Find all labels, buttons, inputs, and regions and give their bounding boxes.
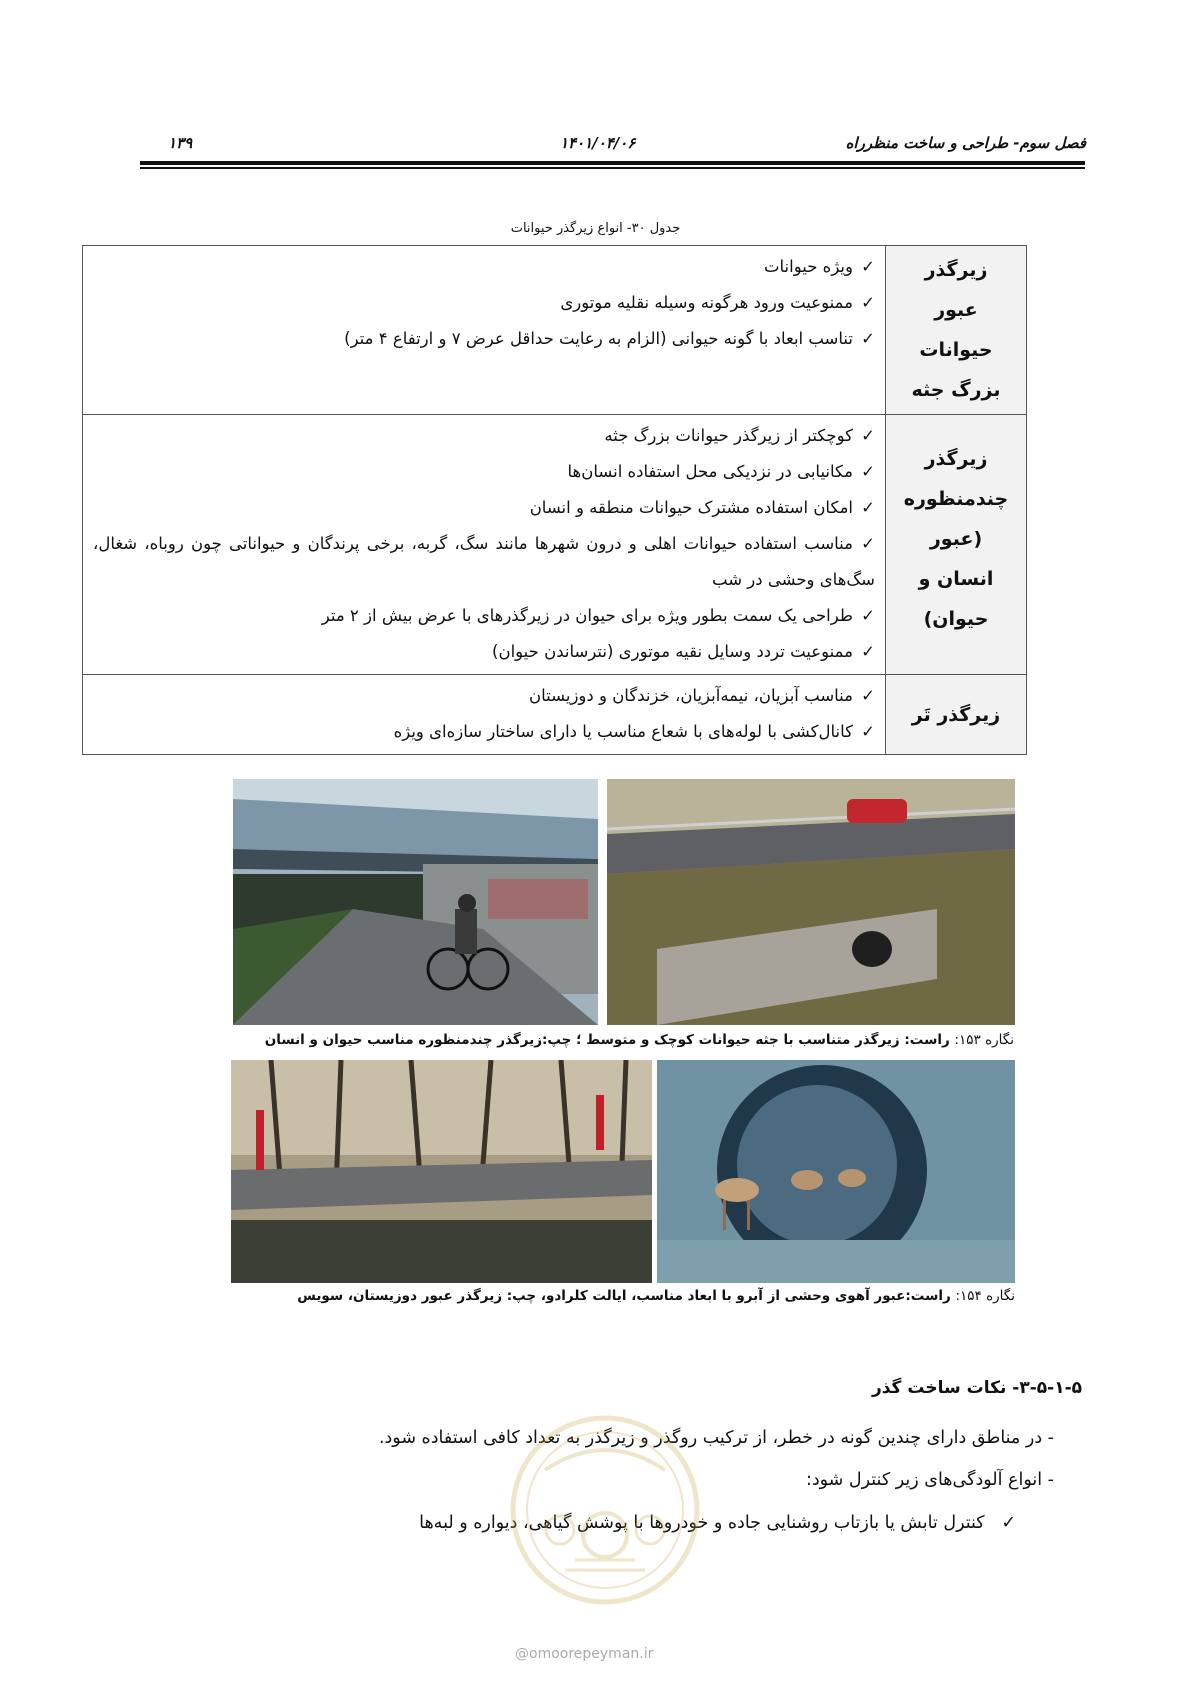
category-large-animals: زیرگذر عبور حیوانات بزرگ جثه (886, 246, 1027, 415)
check-icon: ✓ (861, 329, 875, 348)
check-icon: ✓ (861, 686, 875, 705)
photo-cyclists-underpass (233, 779, 598, 1025)
header-rule (140, 161, 1085, 165)
watermark-seal (505, 1410, 705, 1610)
list-item: ✓ممنوعیت تردد وسایل نقیه موتوری (نترساندن حیوان) (93, 634, 875, 670)
figure-153-caption: نگاره ۱۵۳: راست: زیرگذر متناسب با جثه حیوانات کوچک و متوسط ؛ چپ:زیرگذر چندمنظوره مناسب حیوان و انسان (264, 1032, 1014, 1048)
check-icon: ✓ (861, 606, 875, 625)
list-item: ✓کوچکتر از زیرگذر حیوانات بزرگ جثه (93, 418, 875, 454)
section-title: ۳-۵-۱-۵- نکات ساخت گذر (871, 1378, 1082, 1398)
check-icon: ✓ (861, 462, 875, 481)
check-icon: ✓ (861, 722, 875, 741)
items-wet (83, 675, 886, 755)
page-number: ۱۳۹ (168, 134, 193, 152)
header-rule-thin (140, 167, 1085, 169)
check-icon: ✓ (861, 293, 875, 312)
watermark-url: @omoorepeyman.ir (515, 1646, 654, 1662)
check-icon: ✓ (861, 642, 875, 661)
photo-small-animal-culvert (607, 779, 1015, 1025)
list-item: ✓طراحی یک سمت بطور ویژه برای حیوان در زیرگذرهای با عرض بیش از ۲ متر (93, 598, 875, 634)
table-row (83, 675, 1027, 755)
underpass-types-table (82, 245, 1027, 755)
list-item: ✓مناسب آبزیان، نیمه‌آبزیان، خزندگان و دوزیستان (93, 678, 875, 714)
category-wet: زیرگذر تَر (886, 675, 1027, 755)
table-row (83, 246, 1027, 415)
table-row (83, 415, 1027, 675)
check-icon: ✓ (861, 257, 875, 276)
photo-amphibian-crossing (231, 1060, 652, 1283)
paragraph-line: - در مناطق دارای چندین گونه در خطر، از ترکیب روگذر و زیرگذر به تعداد کافی استفاده شود. (378, 1428, 1054, 1448)
category-multipurpose: زیرگذر چندمنظوره (عبور انسان و حیوان) (886, 415, 1027, 675)
check-icon: ✓ (861, 534, 875, 553)
page-date: ۱۴۰۱/۰۴/۰۶ (560, 134, 636, 152)
table-caption: جدول ۳۰- انواع زیرگذر حیوانات (510, 221, 681, 236)
figure-154-caption: نگاره ۱۵۴: راست:عبور آهوی وحشی از آبرو با ابعاد مناسب، ایالت کلرادو، چپ: زیرگذر عبور دوزیستان، سویس (297, 1288, 1015, 1304)
check-icon: ✓ (861, 426, 875, 445)
check-icon: ✓ (1001, 1513, 1016, 1533)
photo-deer-culvert (657, 1060, 1015, 1283)
list-item: ✓ممنوعیت ورود هرگونه وسیله نقلیه موتوری (93, 285, 875, 321)
paragraph-line: - انواع آلودگی‌های زیر کنترل شود: (805, 1470, 1054, 1490)
list-item: ✓کانال‌کشی با لوله‌های با شعاع مناسب یا دارای ساختار سازه‌ای ویژه (93, 714, 875, 750)
items-multipurpose (83, 415, 886, 675)
list-item: ✓امکان استفاده مشترک حیوانات منطقه و انسان (93, 490, 875, 526)
items-large-animals (83, 246, 886, 415)
chapter-title: فصل سوم- طراحی و ساخت منظرراه (845, 134, 1086, 152)
list-item: ✓تناسب ابعاد با گونه حیوانی (الزام به رعایت حداقل عرض ۷ و ارتفاع ۴ متر) (93, 321, 875, 357)
bullet-item: ✓ کنترل تابش یا بازتاب روشنایی جاده و خودروها با پوشش گیاهی، دیواره و لبه‌ها (419, 1513, 1016, 1533)
list-item: ✓مناسب استفاده حیوانات اهلی و درون شهرها مانند سگ، گربه، برخی پرندگان و حیواناتی چون روباه، شغال، سگ‌های وحشی در شب (93, 526, 875, 598)
check-icon: ✓ (861, 498, 875, 517)
list-item: ✓ویژه حیوانات (93, 249, 875, 285)
list-item: ✓مکانیابی در نزدیکی محل استفاده انسان‌ها (93, 454, 875, 490)
